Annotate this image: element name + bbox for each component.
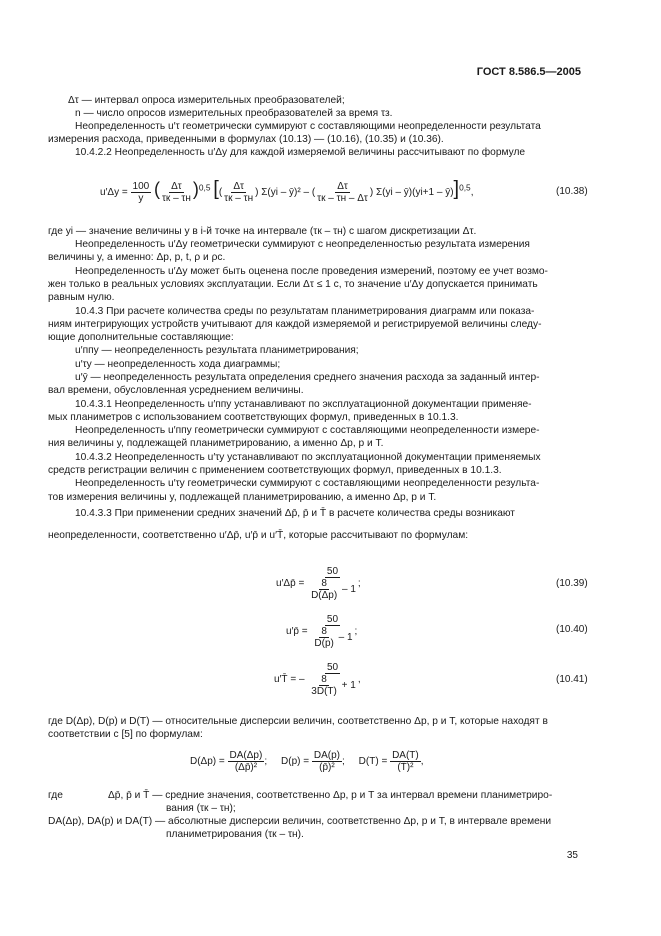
text-line: жен только в реальных условиях эксплуатации. Если Δτ ≤ 1 с, то значение u′Δy допускается принимать bbox=[48, 279, 538, 290]
eq-num: 50 bbox=[327, 662, 339, 673]
text-line: где D(Δp), D(p) и D(T) — относительные дисперсии величин, соответственно Δp, p и T, которые находят в bbox=[48, 716, 548, 727]
eq-sep: , bbox=[420, 756, 424, 768]
document-header: ГОСТ 8.586.5—2005 bbox=[476, 66, 581, 78]
text-line: средств регистрации величин с применением соответствующих формул, приведенных в 10.1.3. bbox=[48, 465, 502, 476]
text-line: Неопределенность u′τy геометрически суммируют с составляющими неопределенности результа- bbox=[75, 478, 540, 489]
eq-sum1: Σ(yi – ȳ)² – bbox=[261, 187, 310, 198]
text-line: соответствии с [5] по формулам: bbox=[48, 729, 203, 740]
text-line: Δp̄, p̄ и T̄ — средние значения, соответственно Δp, p и T за интервал времени планиметриро- bbox=[108, 790, 553, 801]
eq-lhs: u′Δp̄ = bbox=[276, 578, 305, 590]
eq-num: Δτ bbox=[337, 180, 348, 192]
text-line: Неопределенность u′Δy геометрически суммируют с неопределенностью результата измерения bbox=[75, 239, 530, 250]
eq-sep: , bbox=[357, 674, 361, 686]
text-line: u′ȳ — неопределенность результата определения среднего значения расхода за заданный интер- bbox=[75, 372, 540, 383]
eq-den: D(p) bbox=[314, 638, 334, 649]
eq-lhs: u′p̄ = bbox=[286, 626, 308, 638]
eq-num: 8 bbox=[321, 578, 327, 589]
eq-lhs: D(p) = bbox=[281, 756, 310, 768]
eq-den: y bbox=[138, 192, 144, 204]
eq-lhs: D(T) = bbox=[358, 756, 388, 768]
text-line: u′τy — неопределенность хода диаграммы; bbox=[75, 359, 281, 370]
eq-term: + 1 bbox=[341, 680, 356, 692]
text-line: 10.4.3.1 Неопределенность u′ппу устанавливают по эксплуатационной документации применяе- bbox=[75, 399, 532, 410]
text-line: мых планиметров с использованием соответствующих формул, приведенных в 10.1.3. bbox=[48, 412, 459, 423]
eq-term: – 1 bbox=[338, 632, 353, 644]
text-line: 10.4.3 При расчете количества среды по результатам планиметрирования диаграмм или показа- bbox=[75, 306, 535, 317]
text-line: ния величины y, подлежащей планиметрированию, а именно Δp, p и T. bbox=[48, 438, 384, 449]
eq-den: (p̄)² bbox=[319, 762, 335, 773]
eq-num: DА(T) bbox=[392, 750, 419, 761]
text-line: ющие дополнительные составляющие: bbox=[48, 332, 234, 343]
dispersion-formulas bbox=[190, 750, 424, 773]
text-line: Неопределенность u′τ геометрически суммируют с составляющими неопределенности результата bbox=[75, 121, 541, 132]
equation-number: (10.40) bbox=[556, 624, 588, 635]
eq-power: 0,5 bbox=[459, 182, 471, 193]
text-line: измерения расхода, приведенными в формулах (10.13) — (10.16), (10.35) и (10.36). bbox=[48, 134, 444, 145]
text-line: неопределенности, соответственно u′Δp̄, u′p̄ и u′T̄, которые рассчитывают по формулам: bbox=[48, 530, 469, 541]
eq-den: (T̄)² bbox=[397, 762, 414, 773]
text-line: Δτ — интервал опроса измерительных преобразователей; bbox=[68, 95, 345, 106]
text-line: равным нулю. bbox=[48, 292, 115, 303]
eq-num: DА(p) bbox=[313, 750, 340, 761]
text-line: Неопределенность u′ппу геометрически суммируют с составляющими неопределенности измере- bbox=[75, 425, 540, 436]
equation-10-41 bbox=[274, 662, 361, 697]
eq-den: τк – τн bbox=[224, 192, 254, 204]
text-line: ниям интегрирующих устройств учитывают для каждой измеряемой и регистрируемой величины следу- bbox=[48, 319, 542, 330]
eq-sum2: Σ(yi – ȳ)(yi+1 – ȳ) bbox=[375, 187, 454, 198]
eq-power: 0,5 bbox=[198, 182, 211, 193]
eq-den: τк – τн – Δτ bbox=[317, 192, 368, 204]
eq-term: – 1 bbox=[341, 584, 356, 596]
eq-sep: ; bbox=[341, 756, 345, 768]
eq-lhs: u′T̄ = – bbox=[274, 674, 305, 686]
eq-lhs: D(Δp) = bbox=[190, 756, 225, 768]
eq-den: 3D(T) bbox=[311, 686, 337, 697]
text-line: тов измерения величины y, подлежащей планиметрированию, а именно Δp, p и T. bbox=[48, 492, 437, 503]
eq-comma: , bbox=[470, 187, 474, 198]
equation-10-38: u′Δy = $\frac{100}{y}$ ( $\frac{\Delta\tau}{\tau к - \tau н}$ )$^{0,5}$ [( $\frac{\Delta\tau}{\tau к - \tau н}$ ) Σ(yi – ȳ)² – ( $\frac{\Delta\tau}{\tau к - \tau н - \Delta\tau}$ ) Σ(yi – ȳ)(yi+1 – ȳ)]$^{0,5}$, bbox=[100, 178, 474, 204]
eq-sep: ; bbox=[264, 756, 268, 768]
eq-num: 50 bbox=[326, 566, 339, 577]
eq-num: DА(Δp) bbox=[229, 750, 263, 761]
equation-number: (10.41) bbox=[556, 674, 588, 685]
text-line: n — число опросов измерительных преобразователей за время τз. bbox=[75, 108, 393, 119]
eq-den: (Δp̄)² bbox=[234, 762, 258, 773]
text-line: вал времени, обусловленная усреднением величины. bbox=[48, 385, 304, 396]
eq-den: τк – τн bbox=[161, 192, 191, 204]
text-line: DА(Δp), DА(p) и DА(T) — абсолютные дисперсии величин, соответственно Δp, p и T, в интервале времени bbox=[48, 816, 552, 827]
text-line: планиметрирования (τк – τн). bbox=[166, 829, 304, 840]
eq-lhs: u′Δy = bbox=[100, 187, 128, 198]
eq-num: 8 bbox=[321, 626, 327, 637]
text-line: Неопределенность u′Δy может быть оценена после проведения измерений, поэтому ее учет возмо- bbox=[75, 266, 548, 277]
text-line: вания (τк – τн); bbox=[166, 803, 236, 814]
text-line: где yi — значение величины y в i-й точке на интервале (τк – τн) с шагом дискретизации Δτ. bbox=[48, 226, 477, 237]
equation-number: (10.38) bbox=[556, 186, 588, 197]
eq-den: D(Δp) bbox=[311, 590, 338, 601]
eq-num: 50 bbox=[326, 614, 339, 625]
equation-10-39 bbox=[276, 566, 361, 601]
eq-num: Δτ bbox=[233, 180, 244, 192]
equation-10-40 bbox=[286, 614, 357, 649]
page-number: 35 bbox=[566, 850, 578, 861]
text-line: 10.4.3.2 Неопределенность u′τy устанавливают по эксплуатационной документации применяемых bbox=[75, 452, 541, 463]
eq-num: 8 bbox=[321, 674, 327, 685]
eq-num: 100 bbox=[132, 180, 150, 192]
text-line: 10.4.3.3 При применении средних значений Δp̄, p̄ и T̄ в расчете количества среды возникают bbox=[75, 508, 515, 519]
eq-num: Δτ bbox=[171, 180, 182, 192]
text-line: u′ппу — неопределенность результата планиметрирования; bbox=[75, 345, 359, 356]
text-line: где bbox=[48, 790, 63, 801]
eq-sep: ; bbox=[357, 578, 361, 590]
text-line: 10.4.2.2 Неопределенность u′Δy для каждой измеряемой величины рассчитывают по формуле bbox=[75, 147, 526, 158]
eq-sep: ; bbox=[354, 626, 358, 638]
equation-number: (10.39) bbox=[556, 578, 588, 589]
text-line: величины y, а именно: Δp, p, t, ρ и ρс. bbox=[48, 252, 226, 263]
